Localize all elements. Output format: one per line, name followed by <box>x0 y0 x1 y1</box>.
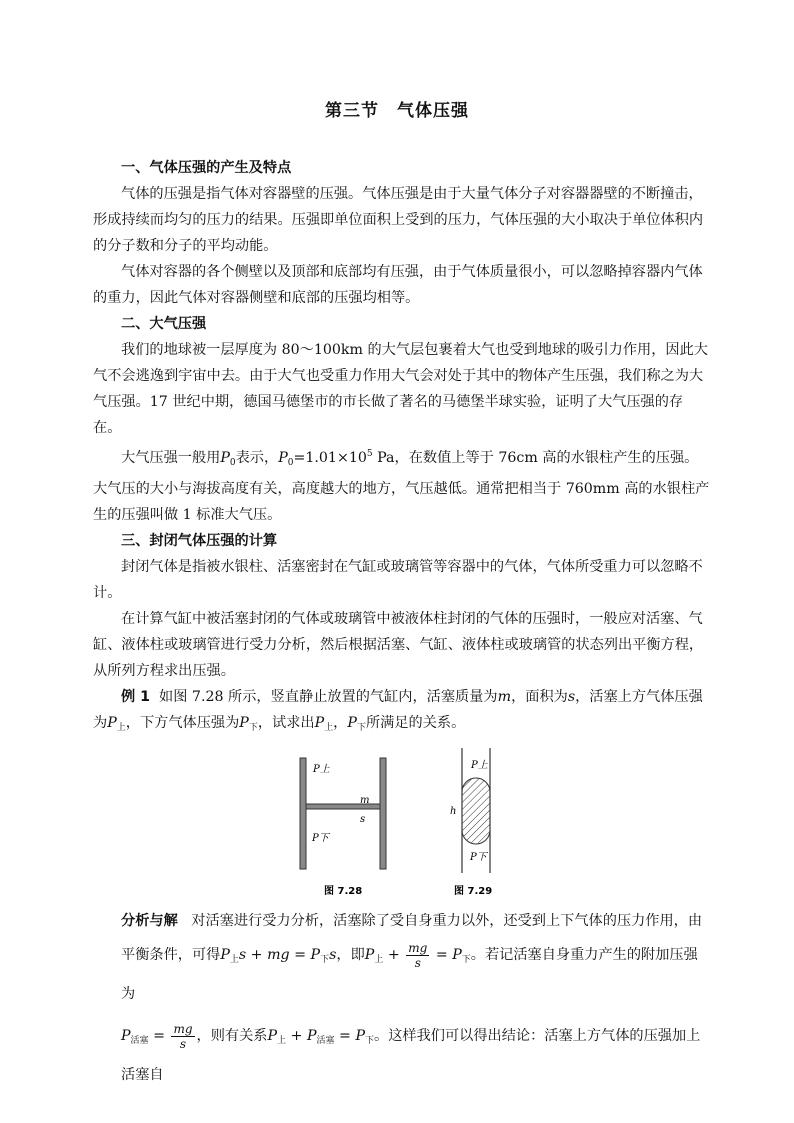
document-body <box>93 155 711 741</box>
analysis-label: 分析与解 <box>121 913 178 929</box>
frac-den: s <box>414 955 421 970</box>
example-text-7: 所满足的关系。 <box>365 715 466 731</box>
section-number: 第三节 <box>325 101 379 121</box>
example-s: s <box>567 689 576 705</box>
a-p-down-2-sub: 下 <box>461 955 471 965</box>
analysis-text-2: ，即 <box>336 947 365 963</box>
heading-2: 二、大气压强 <box>121 316 207 332</box>
heading-3: 三、封闭气体压强的计算 <box>121 533 278 549</box>
fig1-label-p-up: P上 <box>313 764 330 775</box>
fig2-label-h: h <box>450 806 457 817</box>
a-p-up-1: P <box>220 947 230 963</box>
example-text-6: ， <box>333 715 348 731</box>
symbol-p-down-2-sub: 下 <box>356 723 366 733</box>
a-p-up-2: P <box>364 947 375 963</box>
a-p-down-2: P <box>452 947 462 963</box>
a-p-down-3: P <box>355 1028 366 1044</box>
paragraph-5-text: 封闭气体是指被水银柱、活塞密封在气缸或玻璃管等容器中的气体，气体所受重力可以忽略不计。 <box>93 559 703 601</box>
example-text-4: ，下方气体压强为 <box>125 715 240 731</box>
a-p-huosai-2-sub: 活塞 <box>316 1036 335 1046</box>
symbol-p-down-1: P <box>239 715 249 731</box>
symbol-p0-sub: 0 <box>229 458 236 468</box>
paragraph-4 <box>93 441 711 528</box>
cylinder-left-wall <box>300 758 306 869</box>
fig2-caption: 图 7.29 <box>454 886 493 897</box>
a-eq1b: s <box>329 947 337 963</box>
p4-text-a: 大气压强一般用 <box>121 450 221 466</box>
symbol-p-up-1: P <box>107 715 117 731</box>
fig1-label-m: m <box>360 795 370 806</box>
a-p-huosai: P <box>121 1028 131 1044</box>
example-m: m <box>497 689 512 705</box>
a-eqsign: = <box>431 947 453 963</box>
paragraph-6 <box>93 606 711 684</box>
a-p-up-1-sub: 上 <box>229 955 239 965</box>
a-p-down-1: P <box>310 947 321 963</box>
figure-7-29 <box>450 748 492 897</box>
p4-text-c: ，在数值上等于 76cm 高的水银柱产生的压强。大气压的大小与海拔高度有关，高度越大的地方，气压越低。通常把相当于 760mm 高的水银柱产生的压强叫做 1 标准大气压。 <box>93 450 710 523</box>
analysis-text-5: 。这样我们可以得出结论：活塞上方气体的压强加上活塞自 <box>121 1028 701 1083</box>
paragraph-6-text: 在计算气缸中被活塞封闭的气体或玻璃管中被液体柱封闭的气体的压强时，一般应对活塞、气缸、液体柱或玻璃管进行受力分析，然后根据活塞、气缸、液体柱或玻璃管的状态列出平衡方程，从所列方程求出压强。 <box>93 611 704 679</box>
frac-num-2: mg <box>173 1021 193 1036</box>
analysis-block <box>121 904 711 1092</box>
p4-exponent: 5 <box>366 449 373 459</box>
symbol-p-down-1-sub: 下 <box>248 723 258 733</box>
p4-equation: =1.01×10 <box>293 450 367 466</box>
page-title <box>0 96 794 121</box>
a-p-down-3-sub: 下 <box>365 1036 375 1046</box>
section-title: 气体压强 <box>397 101 469 121</box>
symbol-p0: P <box>220 450 230 466</box>
example-label: 例 1 <box>121 689 150 705</box>
a-plus-2: + <box>286 1028 307 1044</box>
example-text-5: ，试求出 <box>257 715 315 731</box>
figures-svg <box>290 748 530 900</box>
fig2-label-p-down: P下 <box>470 852 487 863</box>
fig1-label-p-down: P下 <box>312 833 329 844</box>
paragraph-1-text: 气体的压强是指气体对容器壁的压强。气体压强是由于大量气体分子对容器器壁的不断撞击，形成持续而均匀的压力的结果。压强即单位面积上受到的压力，气体压强的大小取决于单位体积内的分子数和分子的平均动能。 <box>93 186 704 254</box>
a-eqsign-3: = <box>334 1028 356 1044</box>
fig1-label-s: s <box>360 814 366 825</box>
paragraph-2-text: 气体对容器的各个侧壁以及顶部和底部均有压强，由于气体质量很小，可以忽略掉容器内气体的重力，因此气体对容器侧壁和底部的压强均相等。 <box>93 264 703 306</box>
a-p-huosai-sub: 活塞 <box>130 1036 149 1046</box>
heading-1: 一、气体压强的产生及特点 <box>121 160 292 176</box>
fig1-caption: 图 7.28 <box>324 886 363 897</box>
example-text-3: ，活塞上方气体压强为 <box>93 689 703 731</box>
symbol-p0-eq-sub: 0 <box>287 458 294 468</box>
symbol-p-down-2: P <box>347 715 357 731</box>
a-p-down-1-sub: 下 <box>320 955 330 965</box>
a-p-up-3: P <box>267 1028 278 1044</box>
figure-7-28 <box>300 758 386 897</box>
a-eqsign-2: = <box>148 1028 170 1044</box>
example-1 <box>93 684 711 741</box>
a-p-up-2-sub: 上 <box>374 955 384 965</box>
a-p-huosai-2: P <box>306 1028 317 1044</box>
frac-den-2: s <box>179 1036 187 1051</box>
paragraph-1 <box>93 181 711 259</box>
frac-num: mg <box>408 940 428 955</box>
paragraph-5 <box>93 554 711 606</box>
a-p-up-3-sub: 上 <box>277 1036 287 1046</box>
analysis-text-1: 对活塞进行受力分析，活塞除了受自身重力以外，还受到上下气体的压力作用，由平衡条件，可得 <box>121 913 703 963</box>
liquid-column <box>462 778 490 844</box>
analysis-text-4: ，则有关系 <box>196 1028 268 1044</box>
symbol-p-up-2: P <box>314 715 325 731</box>
fig2-label-p-up: P上 <box>471 760 488 771</box>
example-text-2: ，面积为 <box>511 689 568 705</box>
symbol-p-up-1-sub: 上 <box>116 723 126 733</box>
example-text-1: 如图 7.28 所示，竖直静止放置的气缸内，活塞质量为 <box>159 689 498 705</box>
a-plus: + <box>383 947 405 963</box>
a-eq1: s + mg = <box>238 947 311 963</box>
paragraph-3 <box>93 337 711 441</box>
fraction-mg-s <box>406 941 429 970</box>
symbol-p0-eq: P <box>278 450 288 466</box>
paragraph-3-text: 我们的地球被一层厚度为 80～100km 的大气层包裹着大气也受到地球的吸引力作用，因此大气不会逃逸到宇宙中去。由于大气也受重力作用大气会对处于其中的物体产生压强，我们称之为大气压强。17 世纪中期，德国马德堡市的市长做了著名的马德堡半球实验，证明了大气压强的存在。 <box>93 342 708 436</box>
symbol-p-up-2-sub: 上 <box>324 723 334 733</box>
figures <box>290 748 530 900</box>
cylinder-right-wall <box>380 758 386 869</box>
p4-text-b: 表示， <box>235 450 279 466</box>
p4-unit: Pa <box>377 450 395 466</box>
fraction-mg-s-2 <box>171 1022 194 1051</box>
analysis-text-3: 。若记活塞自身重力产生的附加压强为 <box>121 947 698 1002</box>
paragraph-2 <box>93 259 711 311</box>
